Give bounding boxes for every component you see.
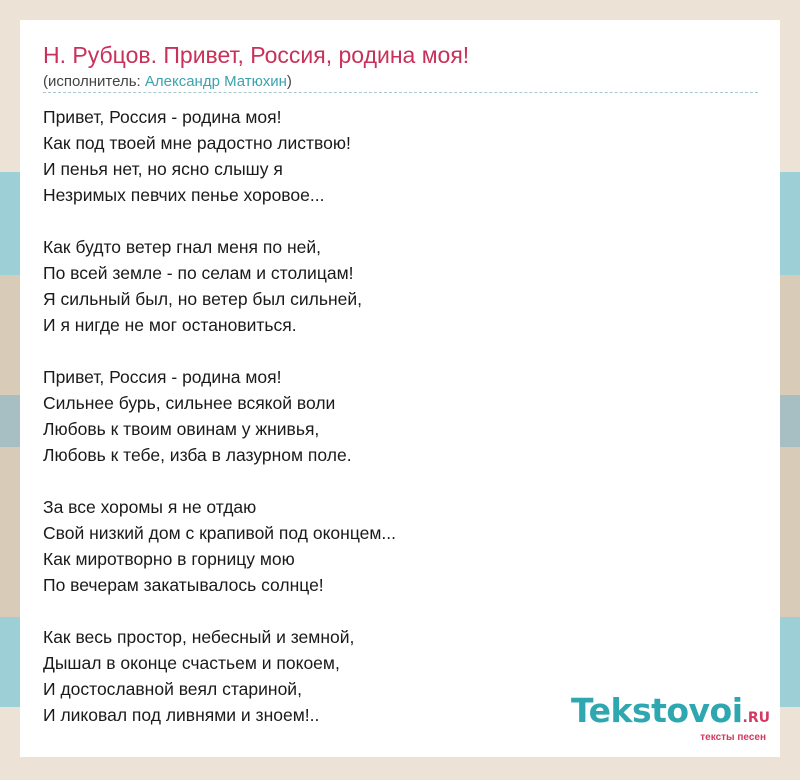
lyrics-card xyxy=(20,20,780,757)
performer-suffix: ) xyxy=(286,73,292,90)
performer-prefix: (исполнитель: xyxy=(43,73,145,90)
logo-tagline: тексты песен xyxy=(700,732,766,743)
stanza xyxy=(43,364,760,468)
lyric-line: Свой низкий дом с крапивой под оконцем... xyxy=(43,523,396,543)
lyric-line: Как весь простор, небесный и земной, xyxy=(43,627,355,647)
lyric-line: Любовь к твоим овинам у жнивья, xyxy=(43,419,320,439)
lyric-line: И пенья нет, но ясно слышу я xyxy=(43,159,283,179)
lyric-line: И ликовал под ливнями и зноем!.. xyxy=(43,705,320,725)
lyric-line: Любовь к тебе, изба в лазурном поле. xyxy=(43,445,352,465)
performer-line xyxy=(43,73,292,90)
lyric-line: И достославной веял стариной, xyxy=(43,679,302,699)
artist-link[interactable]: Александр Матюхин xyxy=(144,73,287,90)
stanza xyxy=(43,104,760,208)
lyric-line: Как миротворно в горницу мою xyxy=(43,549,295,569)
stanza xyxy=(43,494,760,598)
lyric-line: По всей земле - по селам и столицам! xyxy=(43,263,354,283)
page-title: Н. Рубцов. Привет, Россия, родина моя! xyxy=(43,42,470,68)
divider xyxy=(43,92,758,93)
lyric-line: За все хоромы я не отдаю xyxy=(43,497,257,517)
lyric-line: Как под твоей мне радостно листвою! xyxy=(43,133,351,153)
lyric-line: Дышал в оконце счастьем и покоем, xyxy=(43,653,340,673)
logo-name: Tekstovoi xyxy=(570,691,743,730)
lyrics-text xyxy=(43,104,760,754)
lyric-line: Привет, Россия - родина моя! xyxy=(43,107,282,127)
lyric-line: И я нигде не мог остановиться. xyxy=(43,315,297,335)
stanza xyxy=(43,234,760,338)
lyric-line: По вечерам закатывалось солнце! xyxy=(43,575,324,595)
logo-tld: .RU xyxy=(742,710,770,726)
lyric-line: Я сильный был, но ветер был сильней, xyxy=(43,289,362,309)
lyric-line: Привет, Россия - родина моя! xyxy=(43,367,282,387)
site-logo[interactable] xyxy=(571,693,770,743)
lyric-line: Незримых певчих пенье хоровое... xyxy=(43,185,325,205)
lyric-line: Сильнее бурь, сильнее всякой воли xyxy=(43,393,336,413)
lyric-line: Как будто ветер гнал меня по ней, xyxy=(43,237,322,257)
logo-wordmark xyxy=(571,693,770,736)
